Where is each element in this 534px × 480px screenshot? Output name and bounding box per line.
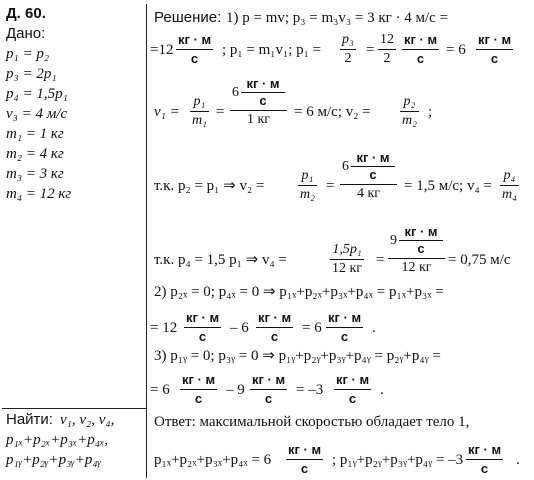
equals-sign: = — [376, 252, 385, 268]
equals-sign: = — [366, 42, 375, 58]
given-item: m₃ = 3 кг — [6, 166, 64, 182]
period: . — [516, 452, 520, 468]
compound-fraction: 6 кг · м с 1 кг — [230, 76, 287, 128]
semicolon: ; — [428, 104, 433, 120]
given-item: m₂ = 4 кг — [6, 146, 64, 162]
unit-fraction: кг · м с — [288, 442, 322, 476]
fraction-p3-over-2: p₃ 2 — [342, 32, 354, 66]
fraction-15p1-over-12kg: 1,5p₁ 12 кг — [332, 242, 363, 276]
fraction-12-over-2: 12 2 — [380, 32, 394, 66]
v1-lhs: v₁ = — [154, 104, 180, 120]
given-item: v₃ = 4 м/с — [6, 106, 68, 122]
fraction-p2-over-m2: p₂ m₂ — [402, 94, 417, 128]
solution-line-9a: = 6 — [150, 382, 170, 398]
solution-line-6: 2) p₂ₓ = 0; p₄ₓ = 0 ⇒ p₁ₓ+p₂ₓ+p₃ₓ+p₄ₓ = p₁ₓ+p₃ₓ = — [154, 284, 444, 300]
fraction-p1-over-m1: p₁ m₁ — [192, 94, 207, 128]
solution-line-8: 3) p₁ᵧ = 0; p₃ᵧ = 0 ⇒ p₁ᵧ+p₂ᵧ+p₃ᵧ+p₄ᵧ = p₂ᵧ+p₄ᵧ = — [154, 348, 441, 364]
given-item: p₃ = 2p₁ — [6, 66, 57, 82]
unit-fraction: кг · м с — [258, 310, 292, 344]
answer-line: Ответ: максимальной скоростью обладает тело 1, — [154, 414, 470, 430]
solution-header: Решение: — [154, 9, 222, 26]
solution-line-5b: = 0,75 м/с — [448, 252, 511, 268]
column-divider — [146, 4, 147, 478]
unit-fraction: кг · м с — [478, 32, 512, 66]
unit-fraction: кг · м с — [328, 310, 362, 344]
solution-line-5a: т.к. p₄ = 1,5 p₁ ⇒ v₄ = — [154, 252, 287, 268]
find-line: p₁ᵧ+p₂ᵧ+p₃ᵧ+p₄ᵧ — [6, 452, 102, 468]
problem-title: Д. 60. — [6, 5, 46, 22]
given-item: p₄ = 1,5p₁ — [6, 86, 68, 102]
solution-line-4a: т.к. p₂ = p₁ ⇒ v₂ = — [154, 178, 265, 194]
solution-line-9c: = –3 — [296, 382, 324, 398]
answer-line-2a: p₁ₓ+p₂ₓ+p₃ₓ+p₄ₓ = 6 — [154, 452, 272, 468]
unit-fraction: кг · м с — [178, 32, 212, 66]
unit-fraction: кг · м с — [182, 372, 216, 406]
solution-line-4b: = 1,5 м/с; v₄ = — [404, 178, 492, 194]
solution-line-2c: = 6 — [446, 42, 466, 58]
solution-line-9b: – 9 — [226, 382, 245, 398]
given-item: p₁ = p₂ — [6, 46, 50, 62]
solution-line-7c: = 6 — [302, 320, 322, 336]
unit-fraction: кг · м с — [252, 372, 286, 406]
answer-line-2b: ; p₁ᵧ+p₂ᵧ+p₃ᵧ+p₄ᵧ = –3 — [332, 452, 464, 468]
equals-sign: = — [326, 178, 335, 194]
unit-fraction: кг · м с — [336, 372, 370, 406]
compound-fraction: 9 кг · м с 12 кг — [388, 224, 445, 276]
unit-fraction: кг · м с — [186, 310, 220, 344]
fraction-p1-over-m2: p₁ m₂ — [300, 168, 315, 202]
given-label: Дано: — [6, 25, 46, 42]
solution-line-2b: ; p₁ = m₁v₁; p₁ = — [222, 42, 322, 58]
unit-fraction: кг · м с — [468, 442, 502, 476]
solution-line-1: 1) p = mv; p₃ = m₃v₃ = 3 кг · 4 м/с = — [226, 10, 449, 26]
solution-line-7b: – 6 — [230, 320, 249, 336]
period: . — [380, 382, 384, 398]
given-item: m₁ = 1 кг — [6, 126, 64, 142]
find-line: v₁, v₂, v₄, — [60, 412, 115, 428]
solution-line-3b: = 6 м/с; v₂ = — [294, 104, 371, 120]
solution-line-7a: = 12 — [150, 320, 178, 336]
solution-line-2a: =12 — [150, 42, 174, 58]
find-divider — [2, 408, 147, 409]
equals-sign: = — [216, 104, 225, 120]
find-line: p₁ₓ+p₂ₓ+p₃ₓ+p₄ₓ, — [6, 432, 109, 448]
unit-fraction: кг · м с — [404, 32, 438, 66]
given-item: m₄ = 12 кг — [6, 186, 72, 202]
fraction-p4-over-m4: p₄ m₄ — [502, 168, 517, 202]
compound-fraction: 6 кг · м с 4 кг — [340, 150, 397, 202]
find-label: Найти: — [6, 411, 53, 428]
period: . — [372, 320, 376, 336]
